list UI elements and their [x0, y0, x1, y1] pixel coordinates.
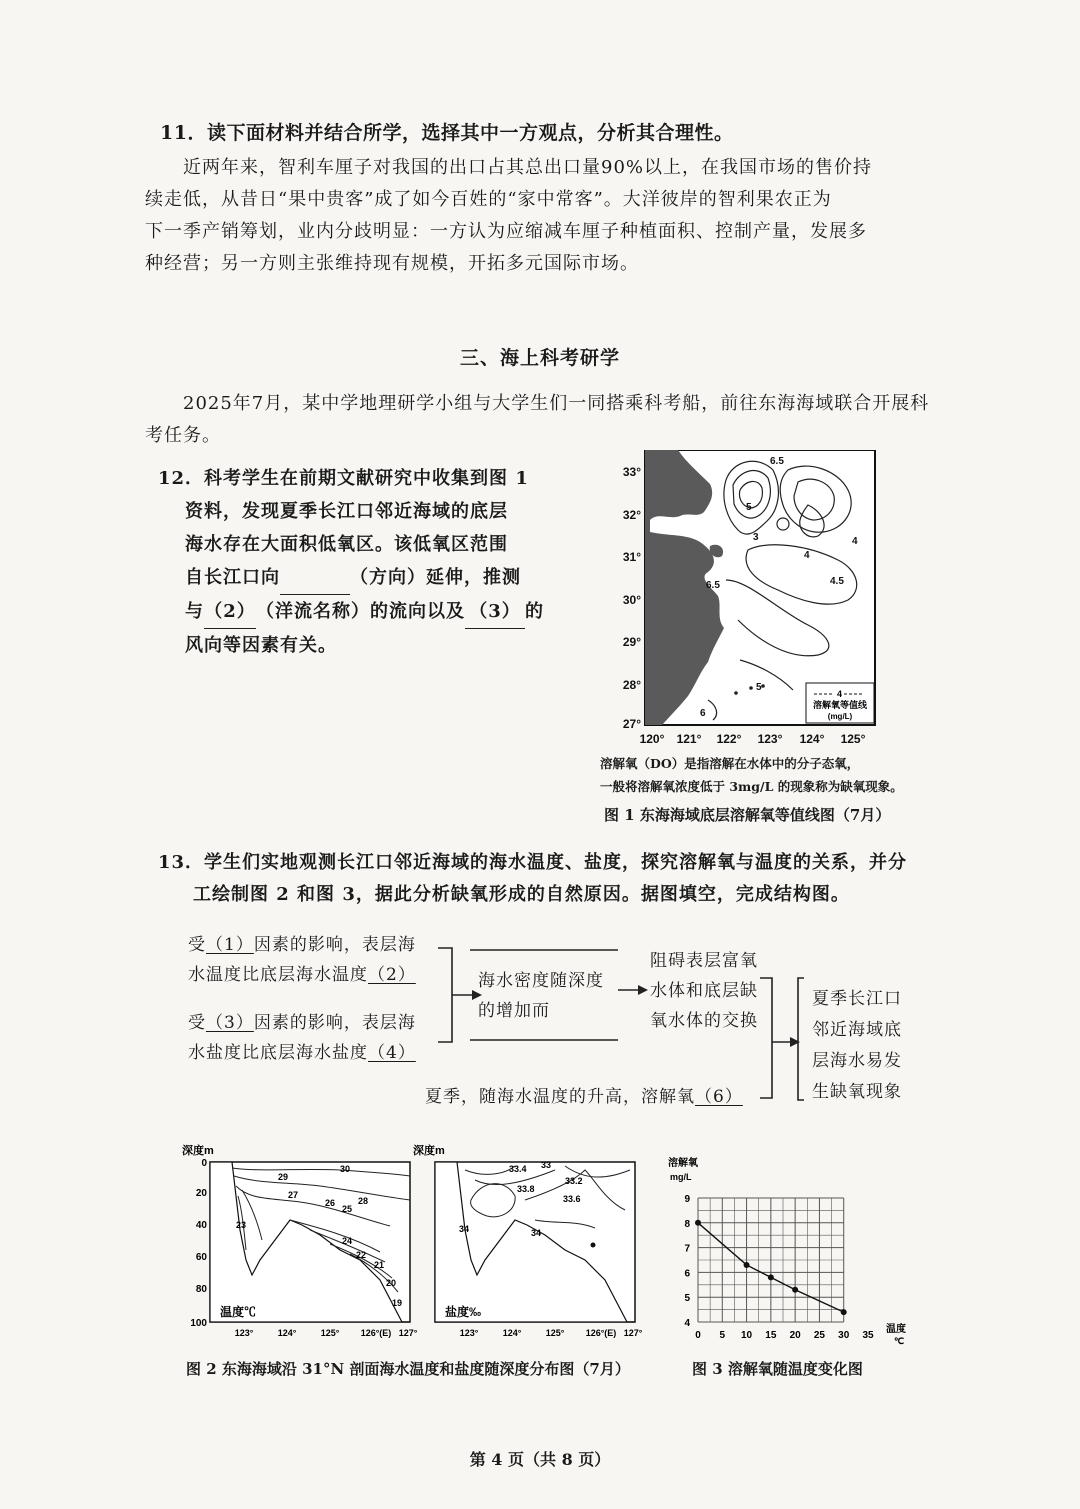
- fig2-sal-contour-label: 33.6: [563, 1194, 581, 1204]
- fig1-lon-label: 120°: [639, 732, 665, 746]
- fig2-lon-tick: 123°: [459, 1328, 479, 1338]
- q12-line-3: 海水存在大面积低氧区。该低氧区范围: [185, 534, 508, 555]
- fig1-contour-label: 6.5: [770, 456, 784, 467]
- fig3-grid: [698, 1198, 844, 1322]
- fig3-y-tick-label: 5: [684, 1293, 690, 1305]
- fig1-contour-label: 4: [804, 550, 810, 561]
- fig2-temp-contour-label: 25: [342, 1204, 353, 1214]
- flow-blank-2: （2）: [368, 965, 416, 985]
- fig2-lon-tick: 126°(E): [360, 1328, 392, 1338]
- flow-mid-box: [478, 966, 618, 1026]
- flow-mid-line-1: 海水密度随深度: [478, 971, 604, 991]
- fig1-contour-label: 6.5: [706, 580, 720, 591]
- fig1-lat-label: 32°: [622, 508, 641, 522]
- fig2-temp-label: 温度℃: [220, 1305, 257, 1319]
- fig2-lon-ticks: [235, 1328, 418, 1338]
- fig2-depth-tick: 80: [195, 1284, 207, 1295]
- fig1-legend-title: 溶解氧等值线: [812, 700, 868, 710]
- fig2-depth-ticks: [190, 1158, 207, 1329]
- fig1-lat-labels: [623, 465, 641, 731]
- section-intro-line-1: 2025年7月，某中学地理研学小组与大学生们一同搭乘科考船，前往东海海域联合开展科: [183, 393, 930, 414]
- flow-right-line-2: 水体和底层缺: [650, 981, 758, 1001]
- fig2-lon-tick: 123°: [234, 1328, 254, 1338]
- fig2-sal-contour-label: 34: [531, 1228, 542, 1238]
- fig2-sal-contour-label: 33: [541, 1160, 552, 1170]
- flow-final-line-2: 邻近海域底: [812, 1020, 902, 1040]
- fig3-chart: [660, 1150, 920, 1350]
- flow-bottom-box: [425, 1082, 785, 1112]
- flow-text: 受: [188, 935, 206, 955]
- flow-box-2-line-1: [188, 1008, 448, 1038]
- flow-box-2-line-2: [188, 1038, 448, 1068]
- fig2-lon-tick: 127°: [398, 1328, 418, 1338]
- fig1-lon-label: 125°: [840, 732, 866, 746]
- q12-blank-2: （2）: [204, 595, 256, 629]
- fig1-lat-label: 28°: [622, 678, 641, 692]
- flow-right-line-3: 氧水体的交换: [650, 1011, 758, 1031]
- fig1-lat-label: 33°: [622, 465, 641, 479]
- fig1-note: [600, 752, 920, 798]
- fig3-y-tick-label: 9: [684, 1194, 690, 1205]
- fig2-depth-tick: 20: [195, 1188, 207, 1199]
- fig3-x-tick-label: 15: [765, 1330, 777, 1341]
- fig3-y-tick-label: 6: [684, 1268, 690, 1280]
- fig1-note-line-2: 一般将溶解氧浓度低于 3mg/L 的现象称为缺氧现象。: [600, 779, 903, 794]
- fig2-temp-contour-label: 19: [392, 1298, 403, 1308]
- q11-line-3: 下一季产销筹划，业内分歧明显：一方认为应缩减车厘子种植面积、控制产量，发展多: [145, 221, 867, 242]
- section-intro: [145, 388, 945, 452]
- flow-blank-6: （6）: [695, 1087, 743, 1107]
- fig2-depth-tick: 40: [195, 1220, 207, 1231]
- q12-question: [158, 462, 548, 662]
- flow-right-line-1: 阻碍表层富氧: [650, 951, 758, 971]
- q13-question: [158, 847, 958, 911]
- fig3-x-tick-label: 30: [838, 1330, 850, 1341]
- fig1-lon-labels: [640, 732, 866, 746]
- fig2-depth-label: 深度m: [182, 1145, 214, 1157]
- q12-line-5: [158, 595, 548, 629]
- fig1-lon-label: 121°: [676, 732, 702, 746]
- fig2-lon-tick: 126°(E): [585, 1328, 617, 1338]
- q12-line-1: 12．科考学生在前期文献研究中收集到图 1: [158, 468, 529, 489]
- fig1-contour-label: 4: [852, 536, 858, 547]
- fig2-temp-contour-label: 21: [374, 1260, 385, 1270]
- fig1-legend: [806, 683, 874, 723]
- fig2-temp-contour-label: 24: [342, 1236, 353, 1246]
- flow-final-line-1: 夏季长江口: [812, 989, 902, 1009]
- flow-text: 因素的影响，表层海: [253, 935, 416, 955]
- flow-right-box: [650, 946, 770, 1036]
- flow-final-line-4: 生缺氧现象: [812, 1082, 902, 1102]
- q12-line-4a: 自长江口向: [185, 567, 280, 588]
- fig1-lat-label: 29°: [622, 635, 641, 649]
- fig1-lon-label: 122°: [716, 732, 742, 746]
- fig3-y-tick-label: 8: [684, 1218, 690, 1230]
- flow-box-1: [188, 930, 448, 990]
- flow-text: 水温度比底层海水温度: [188, 965, 368, 985]
- fig2-depth-tick: 0: [201, 1158, 207, 1169]
- fig3-x-tick-label: 5: [719, 1330, 726, 1341]
- fig3-x-tick-label: 0: [695, 1330, 701, 1341]
- fig3-ylabel-unit: mg/L: [670, 1172, 692, 1182]
- fig3-data-point: [792, 1287, 798, 1293]
- flow-final-box: [812, 984, 932, 1108]
- q12-line-5c: 的: [525, 601, 544, 622]
- q11-title: 11．读下面材料并结合所学，选择其中一方观点，分析其合理性。: [160, 122, 734, 144]
- fig3-xlabel-right: 温度: [886, 1324, 906, 1335]
- fig2-lon-tick: 124°: [277, 1328, 297, 1338]
- fig3-data-point: [744, 1262, 750, 1268]
- q13-line-2: 工绘制图 2 和图 3，据此分析缺氧形成的自然原因。据图填空，完成结构图。: [193, 884, 850, 905]
- q12-line-4b: （方向）延伸，推测: [350, 567, 521, 588]
- fig3-x-tick-label: 25: [813, 1330, 825, 1341]
- fig1-lat-label: 30°: [622, 593, 641, 607]
- fig2-sal-contour-label: 33.8: [517, 1184, 535, 1194]
- page-footer: 第 4 页（共 8 页）: [469, 1450, 611, 1469]
- fig2-lon-tick: 124°: [502, 1328, 522, 1338]
- flow-box-1-line-1: [188, 930, 448, 960]
- fig1-legend-value: 4: [837, 689, 843, 699]
- q12-line-5a: 与: [185, 601, 204, 622]
- q12-blank-1: [280, 561, 350, 595]
- fig1-caption: 图 1 东海海域底层溶解氧等值线图（7月）: [604, 806, 891, 824]
- fig2-caption: 图 2 东海海域沿 31°N 剖面海水温度和盐度随深度分布图（7月）: [186, 1360, 630, 1378]
- fig2-temp-contour-label: 28: [358, 1196, 369, 1206]
- fig3-data-point: [841, 1309, 847, 1315]
- flow-blank-3: （3）: [206, 1013, 254, 1033]
- fig2-lon-ticks-2: [460, 1328, 643, 1338]
- fig3-y-tick-label: 4: [684, 1318, 690, 1329]
- fig3-caption: 图 3 溶解氧随温度变化图: [692, 1360, 863, 1378]
- fig3-data-point: [768, 1274, 774, 1280]
- fig3-x-ticks: [695, 1330, 874, 1341]
- fig2-depth-label-2: 深度m: [413, 1145, 445, 1157]
- fig2-lon-tick: 125°: [545, 1328, 565, 1338]
- flow-box-1-line-2: [188, 960, 448, 990]
- fig1-lon-label: 123°: [757, 732, 783, 746]
- flow-blank-1: （1）: [206, 935, 254, 955]
- fig2-sal-contour-label: 34: [459, 1224, 470, 1234]
- fig1-lon-label: 124°: [799, 732, 825, 746]
- fig3-ylabel-top: 溶解氧: [668, 1158, 698, 1169]
- fig3-xlabel-unit: ℃: [894, 1336, 905, 1346]
- q12-line-5b: （洋流名称）的流向以及: [256, 601, 465, 622]
- fig2-salinity-section: [405, 1140, 645, 1350]
- fig3-x-tick-label: 35: [862, 1330, 874, 1341]
- flow-final-line-3: 层海水易发: [812, 1051, 902, 1071]
- fig1-contour-label: 5: [746, 502, 752, 513]
- fig2-temp-contour-label: 20: [386, 1278, 397, 1288]
- flow-text: 水盐度比底层海水盐度: [188, 1043, 368, 1063]
- flow-bottom-text: 夏季，随海水温度的升高，溶解氧: [425, 1087, 695, 1107]
- flow-box-2: [188, 1008, 448, 1068]
- flow-text: 受: [188, 1013, 206, 1033]
- fig2-depth-tick: 100: [190, 1318, 207, 1329]
- fig2-temp-contour-label: 22: [356, 1250, 367, 1260]
- q11-line-1: 近两年来，智利车厘子对我国的出口占其总出口量90%以上，在我国市场的售价持: [183, 157, 873, 178]
- q12-line-4: [158, 561, 548, 595]
- fig2-depth-tick: 60: [195, 1252, 207, 1263]
- q11-line-4: 种经营；另一方则主张维持现有规模，开拓多元国际市场。: [145, 253, 639, 274]
- fig2-temp-contour-label: 26: [325, 1198, 336, 1208]
- fig2-sal-label: 盐度‰: [445, 1305, 482, 1319]
- fig1-contour-label: 5: [756, 682, 762, 693]
- fig3-x-tick-label: 20: [789, 1330, 801, 1341]
- fig1-legend-unit: (mg/L): [827, 712, 853, 721]
- fig1-contour-label: 6: [700, 708, 706, 719]
- fig2-temp-contour-label: 30: [340, 1164, 351, 1174]
- q11-line-2: 续走低，从昔日“果中贵客”成了如今百姓的“家中常客”。大洋彼岸的智利果农正为: [145, 189, 832, 210]
- fig2-lon-tick: 125°: [320, 1328, 340, 1338]
- q12-line-2: 资料，发现夏季长江口邻近海域的底层: [185, 501, 508, 522]
- fig1-note-line-1: 溶解氧（DO）是指溶解在水体中的分子态氧，: [600, 756, 860, 771]
- fig3-x-tick-label: 10: [741, 1330, 753, 1341]
- section-intro-line-2: 考任务。: [145, 425, 221, 446]
- fig3-y-tick-label: 7: [684, 1243, 690, 1255]
- flow-text: 因素的影响，表层海: [253, 1013, 416, 1033]
- flow-mid-line-2: 的增加而: [478, 1001, 550, 1021]
- fig2-sal-contour-label: 33.2: [565, 1176, 583, 1186]
- q12-line-6: 风向等因素有关。: [185, 635, 337, 656]
- fig2-temperature-section: [180, 1140, 420, 1350]
- q13-line-1: 13．学生们实地观测长江口邻近海域的海水温度、盐度，探究溶解氧与温度的关系，并分: [158, 852, 908, 873]
- fig3-data-point: [695, 1220, 701, 1226]
- fig1-contour-label: 3: [753, 532, 759, 543]
- fig1-contour-label: 4.5: [830, 576, 844, 587]
- fig2-lon-tick: 127°: [623, 1328, 643, 1338]
- section-title: 三、海上科考研学: [459, 347, 620, 369]
- flow-blank-4: （4）: [368, 1043, 416, 1063]
- fig1-lat-label: 31°: [622, 550, 641, 564]
- q12-blank-3: （3）: [465, 595, 525, 629]
- fig1-lat-label: 27°: [622, 717, 641, 731]
- q11-material: [145, 152, 945, 280]
- fig3-y-ticks: [684, 1194, 690, 1329]
- fig2-temp-contour-label: 23: [236, 1220, 247, 1230]
- fig2-sal-contour-label: 33.4: [509, 1164, 527, 1174]
- fig2-temp-contour-label: 29: [278, 1172, 289, 1182]
- fig1-map: [608, 450, 898, 750]
- fig2-temp-contour-label: 27: [288, 1190, 299, 1200]
